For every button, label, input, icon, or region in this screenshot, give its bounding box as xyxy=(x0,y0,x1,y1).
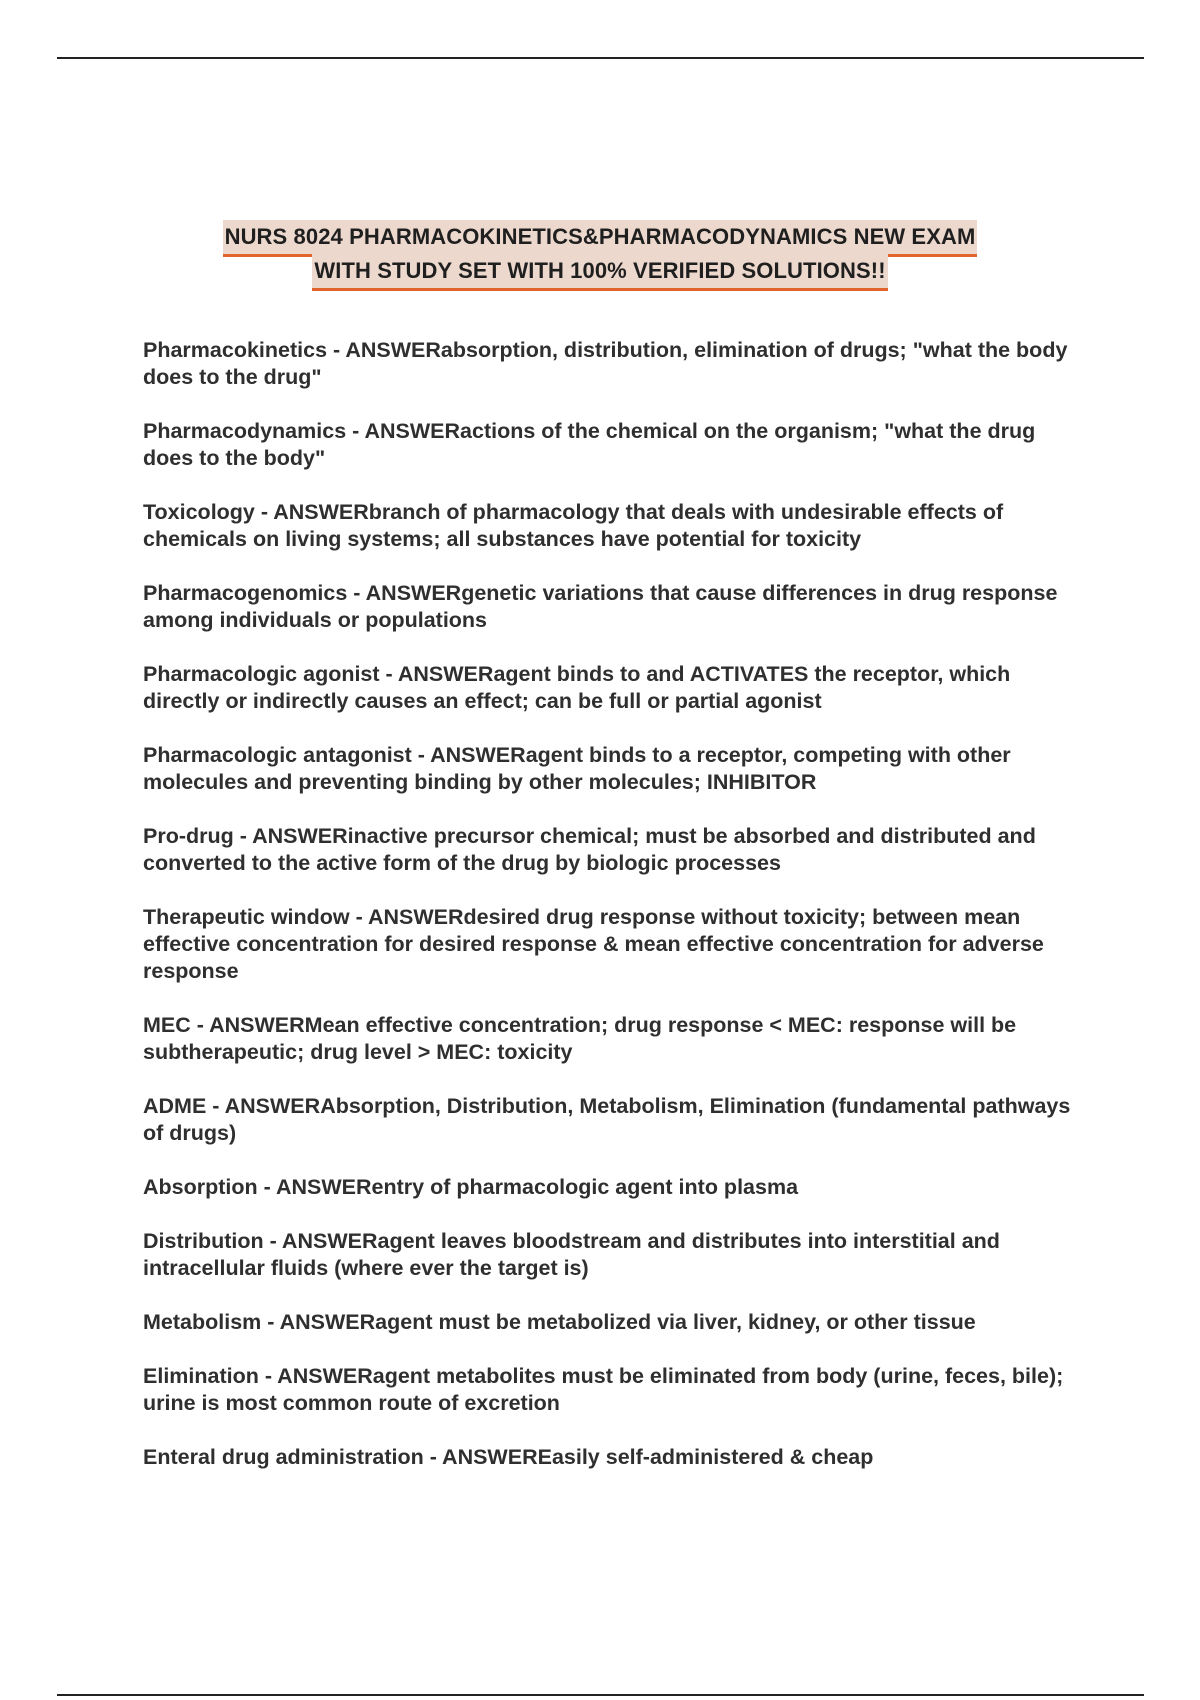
answer-separator: - ANSWER xyxy=(206,1094,321,1118)
qa-item-adme xyxy=(143,1093,1073,1147)
qa-term: ADME xyxy=(143,1094,207,1118)
qa-item-elimination xyxy=(143,1363,1073,1417)
title-line-1: NURS 8024 PHARMACOKINETICS&PHARMACODYNAMICS NEW EXAM xyxy=(223,220,978,257)
qa-term: Elimination xyxy=(143,1364,259,1388)
qa-term: MEC xyxy=(143,1013,191,1037)
answer-separator: - ANSWER xyxy=(327,338,441,362)
qa-answer: desired drug response without toxicity; between mean effective concentration for desired response & mean effective concentration for adverse response xyxy=(143,905,1044,983)
answer-separator: - ANSWER xyxy=(423,1445,538,1469)
qa-item-agonist xyxy=(143,661,1073,715)
qa-term: Pharmacologic agonist xyxy=(143,662,380,686)
qa-answer: agent binds to and ACTIVATES the receptor, which directly or indirectly causes an effect; can be full or partial agonist xyxy=(143,662,1011,713)
qa-term: Enteral drug administration xyxy=(143,1445,424,1469)
qa-item-therapeutic-window xyxy=(143,904,1073,985)
answer-separator: - ANSWER xyxy=(411,743,526,767)
answer-separator: - ANSWER xyxy=(258,1364,373,1388)
document-title xyxy=(0,220,1200,288)
qa-term: Pharmacokinetics xyxy=(143,338,328,362)
qa-term: Pharmacogenomics xyxy=(143,581,348,605)
header-rule xyxy=(57,57,1144,59)
title-line-2: WITH STUDY SET WITH 100% VERIFIED SOLUTIONS!! xyxy=(312,254,887,291)
qa-item-pharmacodynamics xyxy=(143,418,1073,472)
qa-answer: branch of pharmacology that deals with undesirable effects of chemicals on living systems; all substances have potential for toxicity xyxy=(143,500,1004,551)
answer-separator: - ANSWER xyxy=(257,1175,372,1199)
qa-list xyxy=(143,337,1073,1498)
qa-term: Pro-drug xyxy=(143,824,234,848)
qa-term: Pharmacodynamics xyxy=(143,419,347,443)
qa-item-distribution xyxy=(143,1228,1073,1282)
qa-answer: agent leaves bloodstream and distributes into interstitial and intracellular fluids (where ever the target is) xyxy=(143,1229,1000,1280)
qa-answer: agent must be metabolized via liver, kidney, or other tissue xyxy=(375,1310,976,1334)
answer-separator: - ANSWER xyxy=(190,1013,305,1037)
qa-answer: inactive precursor chemical; must be absorbed and distributed and converted to the active form of the drug by biologic processes xyxy=(143,824,1036,875)
qa-item-metabolism xyxy=(143,1309,1073,1336)
qa-term: Distribution xyxy=(143,1229,264,1253)
answer-separator: - ANSWER xyxy=(254,500,369,524)
qa-answer: Mean effective concentration; drug response < MEC: response will be subtherapeutic; drug level > MEC: toxicity xyxy=(143,1013,1017,1064)
qa-item-absorption xyxy=(143,1174,1073,1201)
qa-item-pro-drug xyxy=(143,823,1073,877)
qa-answer: Easily self-administered & cheap xyxy=(537,1445,874,1469)
answer-separator: - ANSWER xyxy=(347,581,462,605)
answer-separator: - ANSWER xyxy=(349,905,464,929)
qa-item-pharmacogenomics xyxy=(143,580,1073,634)
answer-separator: - ANSWER xyxy=(379,662,494,686)
qa-answer: Absorption, Distribution, Metabolism, Elimination (fundamental pathways of drugs) xyxy=(143,1094,1071,1145)
qa-answer: entry of pharmacologic agent into plasma xyxy=(371,1175,799,1199)
answer-separator: - ANSWER xyxy=(261,1310,376,1334)
qa-term: Metabolism xyxy=(143,1310,262,1334)
qa-answer: genetic variations that cause differences in drug response among individuals or populations xyxy=(143,581,1058,632)
answer-separator: - ANSWER xyxy=(346,419,461,443)
qa-answer: actions of the chemical on the organism; "what the drug does to the body" xyxy=(143,419,1036,470)
qa-term: Absorption xyxy=(143,1175,258,1199)
qa-term: Toxicology xyxy=(143,500,255,524)
answer-separator: - ANSWER xyxy=(263,1229,378,1253)
qa-item-pharmacokinetics xyxy=(143,337,1073,391)
qa-item-antagonist xyxy=(143,742,1073,796)
qa-answer: agent metabolites must be eliminated from body (urine, feces, bile); urine is most common route of excretion xyxy=(143,1364,1064,1415)
qa-item-enteral-administration xyxy=(143,1444,1073,1471)
qa-answer: absorption, distribution, elimination of drugs; "what the body does to the drug" xyxy=(143,338,1068,389)
qa-answer: agent binds to a receptor, competing with other molecules and preventing binding by other molecules; INHIBITOR xyxy=(143,743,1011,794)
qa-item-mec xyxy=(143,1012,1073,1066)
answer-separator: - ANSWER xyxy=(233,824,348,848)
qa-term: Therapeutic window xyxy=(143,905,350,929)
qa-item-toxicology xyxy=(143,499,1073,553)
qa-term: Pharmacologic antagonist xyxy=(143,743,412,767)
footer-rule xyxy=(57,1694,1144,1696)
